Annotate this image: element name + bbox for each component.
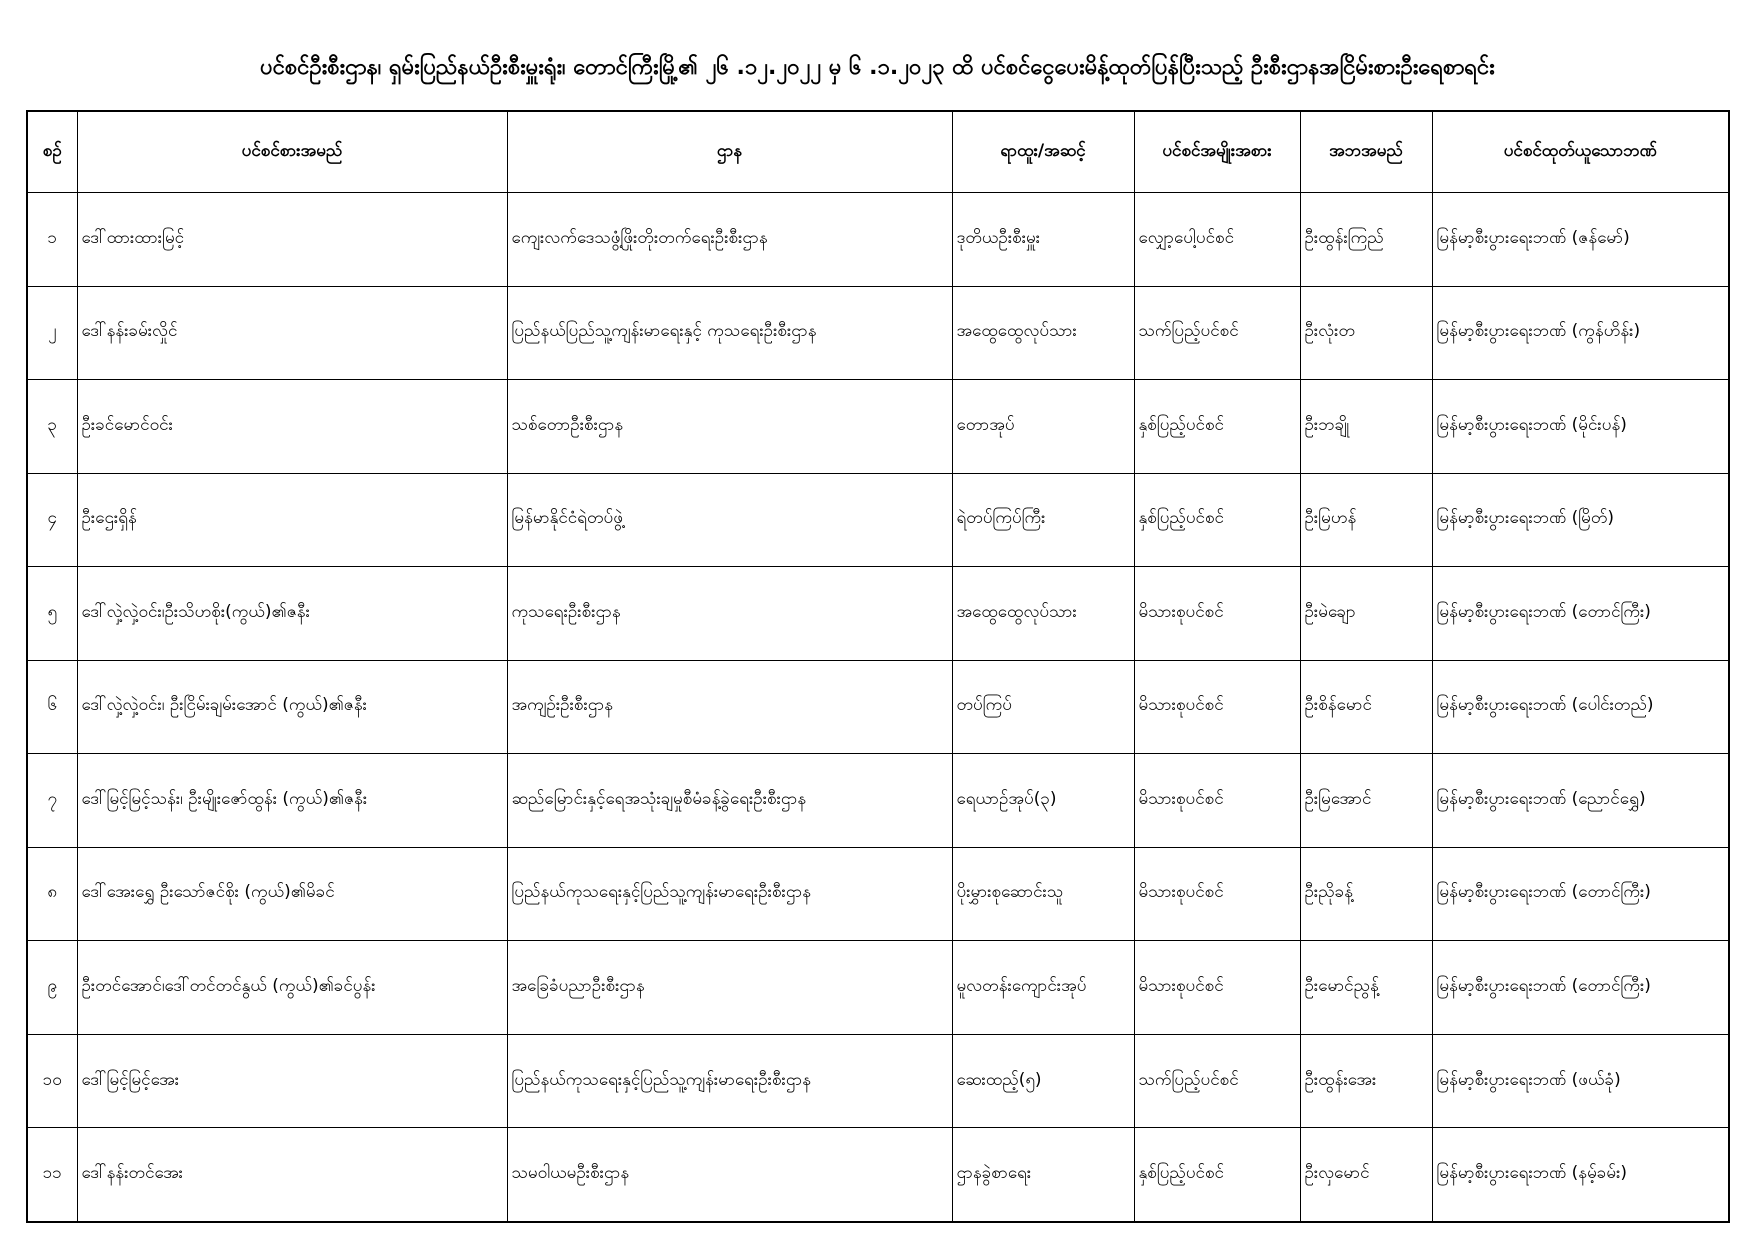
cell-bank: မြန်မာ့စီးပွားရေးဘဏ် (ဇန်မော်) [1432,193,1729,287]
cell-rank: ရဲတပ်ကြပ်ကြီး [952,473,1134,567]
table-row [27,193,1729,287]
cell-pension-type: နှစ်ပြည့်ပင်စင် [1134,473,1300,567]
cell-bank: မြန်မာ့စီးပွားရေးဘဏ် (တောင်ကြီး) [1432,567,1729,661]
cell-department: အခြေခံပညာဦးစီးဌာန [507,941,952,1035]
cell-rank: တပ်ကြပ် [952,660,1134,754]
cell-pension-type: မိသားစုပင်စင် [1134,660,1300,754]
pensioner-table [26,110,1730,1223]
cell-father-name: ဦးထွန်းကြည် [1300,193,1432,287]
cell-serial-no: ၃ [27,380,77,474]
cell-bank: မြန်မာ့စီးပွားရေးဘဏ် (မြိတ်) [1432,473,1729,567]
cell-rank: အထွေထွေလုပ်သား [952,567,1134,661]
cell-department: ပြည်နယ်ကုသရေးနှင့်ပြည်သူ့ကျန်းမာရေးဦးစီးဌာန [507,1034,952,1128]
cell-serial-no: ၂ [27,286,77,380]
cell-serial-no: ၅ [27,567,77,661]
cell-bank: မြန်မာ့စီးပွားရေးဘဏ် (ဖယ်ခုံ) [1432,1034,1729,1128]
cell-pensioner-name: ဦးခင်မောင်ဝင်း [77,380,507,474]
cell-department: သစ်တောဦးစီးဌာန [507,380,952,474]
header-pension-type: ပင်စင်အမျိုးအစား [1134,111,1300,193]
cell-pension-type: သက်ပြည့်ပင်စင် [1134,286,1300,380]
cell-pensioner-name: ဒေါ်မြင့်မြင့်အေး [77,1034,507,1128]
header-department: ဌာန [507,111,952,193]
cell-pension-type: မိသားစုပင်စင် [1134,941,1300,1035]
cell-bank: မြန်မာ့စီးပွားရေးဘဏ် (မိုင်းပန်) [1432,380,1729,474]
cell-serial-no: ၈ [27,847,77,941]
cell-pensioner-name: ဒေါ်နန်းခမ်းလှိုင် [77,286,507,380]
table-row [27,941,1729,1035]
cell-father-name: ဦးထွန်းအေး [1300,1034,1432,1128]
cell-father-name: ဦးမြအောင် [1300,754,1432,848]
table-header-row [27,111,1729,193]
table-row [27,380,1729,474]
cell-father-name: ဦးဘချို [1300,380,1432,474]
cell-pension-type: နှစ်ပြည့်ပင်စင် [1134,380,1300,474]
cell-rank: ဒုတိယဦးစီးမှူး [952,193,1134,287]
cell-pension-type: လျှော့ပေါ့ပင်စင် [1134,193,1300,287]
table-row [27,473,1729,567]
cell-father-name: ဦးမဲချော [1300,567,1432,661]
cell-bank: မြန်မာ့စီးပွားရေးဘဏ် (ညောင်ရွှေ) [1432,754,1729,848]
cell-father-name: ဦးစိန်မောင် [1300,660,1432,754]
cell-serial-no: ၄ [27,473,77,567]
cell-pensioner-name: ဒေါ်မြင့်မြင့်သန်း၊ ဦးမျိုးဇော်ထွန်း (ကွယ်)၏ဇနီး [77,754,507,848]
cell-bank: မြန်မာ့စီးပွားရေးဘဏ် (တောင်ကြီး) [1432,941,1729,1035]
cell-rank: ဌာနခွဲစာရေး [952,1128,1134,1222]
cell-rank: အထွေထွေလုပ်သား [952,286,1134,380]
cell-department: အကျဉ်းဦးစီးဌာန [507,660,952,754]
cell-department: သမဝါယမဦးစီးဌာန [507,1128,952,1222]
table-row [27,847,1729,941]
header-bank: ပင်စင်ထုတ်ယူသောဘဏ် [1432,111,1729,193]
cell-father-name: ဦးညိုခန့် [1300,847,1432,941]
header-father-name: အဘအမည် [1300,111,1432,193]
table-row [27,1034,1729,1128]
cell-bank: မြန်မာ့စီးပွားရေးဘဏ် (ပေါင်းတည်) [1432,660,1729,754]
cell-department: မြန်မာနိုင်ငံရဲတပ်ဖွဲ့ [507,473,952,567]
cell-serial-no: ၁၁ [27,1128,77,1222]
cell-rank: ရေယာဉ်အုပ်(၃) [952,754,1134,848]
cell-pension-type: မိသားစုပင်စင် [1134,847,1300,941]
cell-department: ပြည်နယ်ပြည်သူ့ကျန်းမာရေးနှင့် ကုသရေးဦးစီးဌာန [507,286,952,380]
table-body [27,193,1729,1223]
header-serial-no: စဉ် [27,111,77,193]
cell-serial-no: ၁ [27,193,77,287]
cell-pensioner-name: ဦးဌေးရှိန် [77,473,507,567]
cell-pensioner-name: ဒေါ်ထားထားမြင့် [77,193,507,287]
cell-pension-type: မိသားစုပင်စင် [1134,567,1300,661]
cell-father-name: ဦးမြဟန် [1300,473,1432,567]
cell-father-name: ဦးလုံးတ [1300,286,1432,380]
cell-rank: မူလတန်းကျောင်းအုပ် [952,941,1134,1035]
cell-pension-type: နှစ်ပြည့်ပင်စင် [1134,1128,1300,1222]
cell-bank: မြန်မာ့စီးပွားရေးဘဏ် (နမ့်ခမ်း) [1432,1128,1729,1222]
cell-pensioner-name: ဒေါ်အေးရွှေ ဦးသော်ဇင်စိုး (ကွယ်)၏မိခင် [77,847,507,941]
cell-department: ပြည်နယ်ကုသရေးနှင့်ပြည်သူ့ကျန်းမာရေးဦးစီးဌာန [507,847,952,941]
cell-pensioner-name: ဒေါ်လှဲ့လှဲ့ဝင်း၊ဦးသိဟစိုး(ကွယ်)၏ဇနီး [77,567,507,661]
cell-father-name: ဦးမောင်ညွန့် [1300,941,1432,1035]
table-row [27,754,1729,848]
header-pensioner-name: ပင်စင်စားအမည် [77,111,507,193]
cell-pensioner-name: ဦးတင်အောင်၊ဒေါ်တင်တင်နွယ် (ကွယ်)၏ခင်ပွန်း [77,941,507,1035]
cell-father-name: ဦးလှမောင် [1300,1128,1432,1222]
table-row [27,286,1729,380]
cell-rank: တောအုပ် [952,380,1134,474]
cell-bank: မြန်မာ့စီးပွားရေးဘဏ် (ကွန်ဟိန်း) [1432,286,1729,380]
table-row [27,567,1729,661]
cell-serial-no: ၆ [27,660,77,754]
document-title: ပင်စင်ဦးစီးဌာန၊ ရှမ်းပြည်နယ်ဦးစီးမှူးရုံး၊ တောင်ကြီးမြို့၏ ၂၆ .၁၂.၂၀၂၂ မှ ၆ .၁.၂၀၂၃ ထိ ပင်စင်ငွေပေးမိန့်ထုတ်ပြန်ပြီးသည့် ဦးစီးဌာနအငြိမ်းစားဦးရေစာရင်း [260,55,1495,80]
cell-pension-type: မိသားစုပင်စင် [1134,754,1300,848]
cell-serial-no: ၇ [27,754,77,848]
table-row [27,660,1729,754]
cell-rank: ပိုးမွှားစုဆောင်းသူ [952,847,1134,941]
cell-department: ကုသရေးဦးစီးဌာန [507,567,952,661]
header-rank: ရာထူး/အဆင့် [952,111,1134,193]
table-row [27,1128,1729,1222]
cell-bank: မြန်မာ့စီးပွားရေးဘဏ် (တောင်ကြီး) [1432,847,1729,941]
cell-pension-type: သက်ပြည့်ပင်စင် [1134,1034,1300,1128]
cell-pensioner-name: ဒေါ်လှဲ့လှဲ့ဝင်း၊ ဦးငြိမ်းချမ်းအောင် (ကွယ်)၏ဇနီး [77,660,507,754]
cell-department: ကျေးလက်ဒေသဖွံ့ဖြိုးတိုးတက်ရေးဦးစီးဌာန [507,193,952,287]
cell-serial-no: ၉ [27,941,77,1035]
cell-pensioner-name: ဒေါ်နန်းတင်အေး [77,1128,507,1222]
cell-department: ဆည်မြောင်းနှင့်ရေအသုံးချမှုစီမံခန့်ခွဲရေးဦးစီးဌာန [507,754,952,848]
cell-rank: ဆေးထည့်(၅) [952,1034,1134,1128]
cell-serial-no: ၁၀ [27,1034,77,1128]
